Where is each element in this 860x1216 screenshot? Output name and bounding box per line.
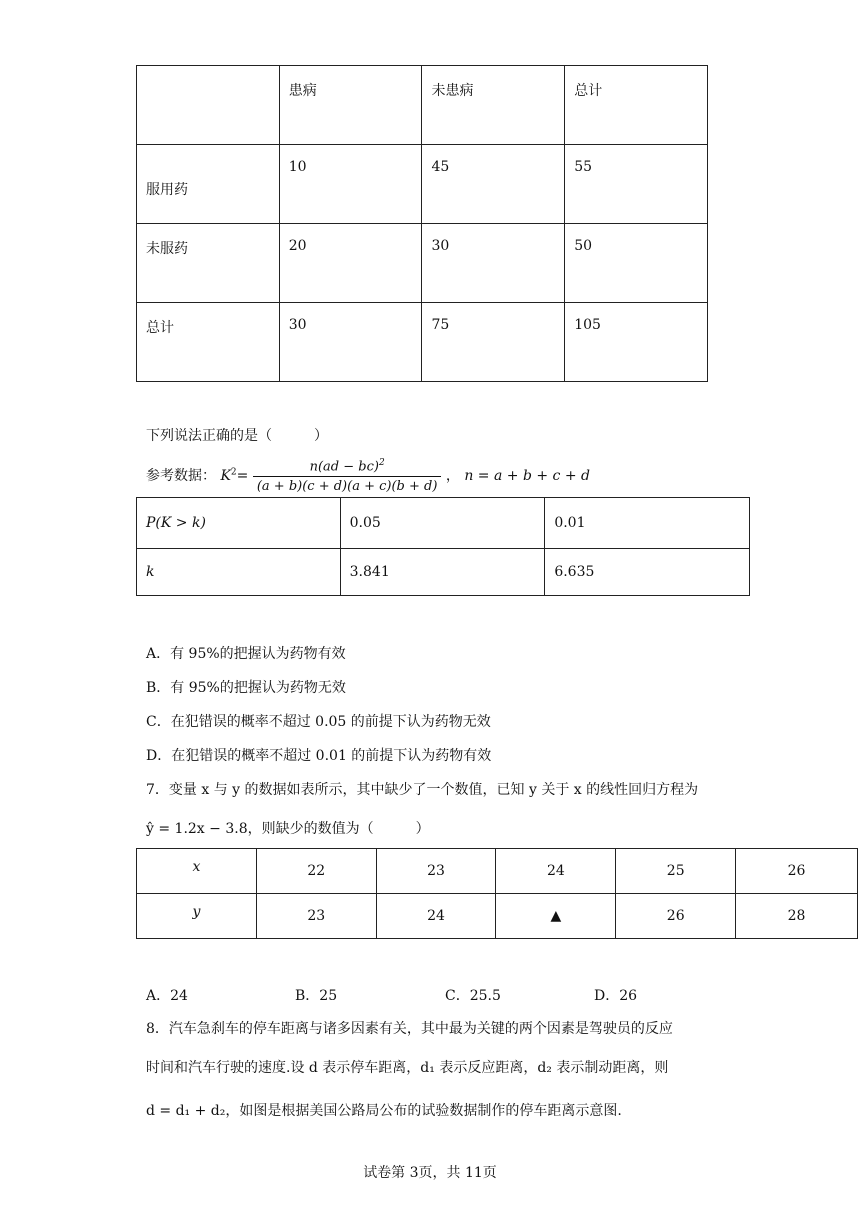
question-stem: ŷ = 1.2x − 3.8，则缺少的数值为（ ） xyxy=(146,821,430,837)
table-row xyxy=(137,849,858,894)
table-cell: 服用药 xyxy=(137,145,280,224)
table-cell: 3.841 xyxy=(340,549,545,596)
table-cell: 未服药 xyxy=(137,224,280,303)
table-row xyxy=(137,498,750,549)
formula-lhs: K xyxy=(220,468,231,485)
table-cell: ▲ xyxy=(496,894,616,939)
reference-formula: 参考数据： $K^2=$ $\frac{n(ad - bc)^2}{(a + b)(c + d)(a + c)(b + d)}$ ， n = a + b + c + d xyxy=(146,458,590,495)
table-cell: 总计 xyxy=(137,303,280,382)
table-row xyxy=(137,145,708,224)
table-row xyxy=(137,549,750,596)
table-cell: 23 xyxy=(376,849,496,894)
table-cell: 26 xyxy=(736,849,858,894)
table-cell: P(K > k) xyxy=(137,498,341,549)
table-cell: 患病 xyxy=(279,66,422,145)
table-cell: 20 xyxy=(279,224,422,303)
option-d: D．在犯错误的概率不超过 0.01 的前提下认为药物有效 xyxy=(146,748,492,764)
table-cell: 10 xyxy=(279,145,422,224)
question-stem: 下列说法正确的是（ ） xyxy=(146,428,328,444)
regression-data-table xyxy=(136,848,858,939)
option-d: D．26 xyxy=(594,988,638,1004)
table-cell: 30 xyxy=(422,224,565,303)
table-cell: 105 xyxy=(565,303,708,382)
table-row xyxy=(137,303,708,382)
formula-numerator: n(ad − bc) xyxy=(309,459,379,475)
option-a: A．有 95%的把握认为药物有效 xyxy=(146,646,346,662)
table-cell: 23 xyxy=(256,894,376,939)
option-b: B．25 xyxy=(295,988,338,1004)
table-row xyxy=(137,894,858,939)
question-stem: d = d₁ + d₂，如图是根据美国公路局公布的试验数据制作的停车距离示意图. xyxy=(146,1103,622,1119)
table-row xyxy=(137,224,708,303)
n-definition: n = a + b + c + d xyxy=(464,468,590,485)
table-cell: 总计 xyxy=(565,66,708,145)
question-stem: 7．变量 x 与 y 的数据如表所示，其中缺少了一个数值，已知 y 关于 x 的线性回归方程为 xyxy=(146,782,699,798)
critical-value-table xyxy=(136,497,750,596)
table-cell: 25 xyxy=(616,849,736,894)
question-stem: 时间和汽车行驶的速度.设 d 表示停车距离，d₁ 表示反应距离，d₂ 表示制动距离，则 xyxy=(146,1060,669,1076)
table-cell: 55 xyxy=(565,145,708,224)
table-cell: 50 xyxy=(565,224,708,303)
table-cell: 45 xyxy=(422,145,565,224)
option-c: C．25.5 xyxy=(445,988,501,1004)
option-c: C．在犯错误的概率不超过 0.05 的前提下认为药物无效 xyxy=(146,714,491,730)
table-cell: 30 xyxy=(279,303,422,382)
option-b: B．有 95%的把握认为药物无效 xyxy=(146,680,346,696)
table-cell: 24 xyxy=(376,894,496,939)
reference-label: 参考数据： xyxy=(146,468,216,485)
table-cell: x xyxy=(137,849,257,894)
drug-disease-table xyxy=(136,65,708,382)
formula-denominator: (a + b)(c + d)(a + c)(b + d) xyxy=(253,476,442,494)
table-cell: 28 xyxy=(736,894,858,939)
option-a: A．24 xyxy=(146,988,188,1004)
table-cell: 75 xyxy=(422,303,565,382)
table-cell xyxy=(137,66,280,145)
table-cell: 22 xyxy=(256,849,376,894)
table-cell: 26 xyxy=(616,894,736,939)
table-cell: 0.01 xyxy=(545,498,750,549)
page-footer: 试卷第 3页，共 11页 xyxy=(363,1165,497,1181)
table-cell: 24 xyxy=(496,849,616,894)
formula-fraction: $\frac{n(ad - bc)^2}{(a + b)(c + d)(a + c)(b + d)}$ xyxy=(253,458,442,494)
table-cell: 6.635 xyxy=(545,549,750,596)
table-cell: 未患病 xyxy=(422,66,565,145)
question-stem: 8．汽车急刹车的停车距离与诸多因素有关，其中最为关键的两个因素是驾驶员的反应 xyxy=(146,1021,673,1037)
table-row xyxy=(137,66,708,145)
table-cell: y xyxy=(137,894,257,939)
table-cell: k xyxy=(137,549,341,596)
table-cell: 0.05 xyxy=(340,498,545,549)
